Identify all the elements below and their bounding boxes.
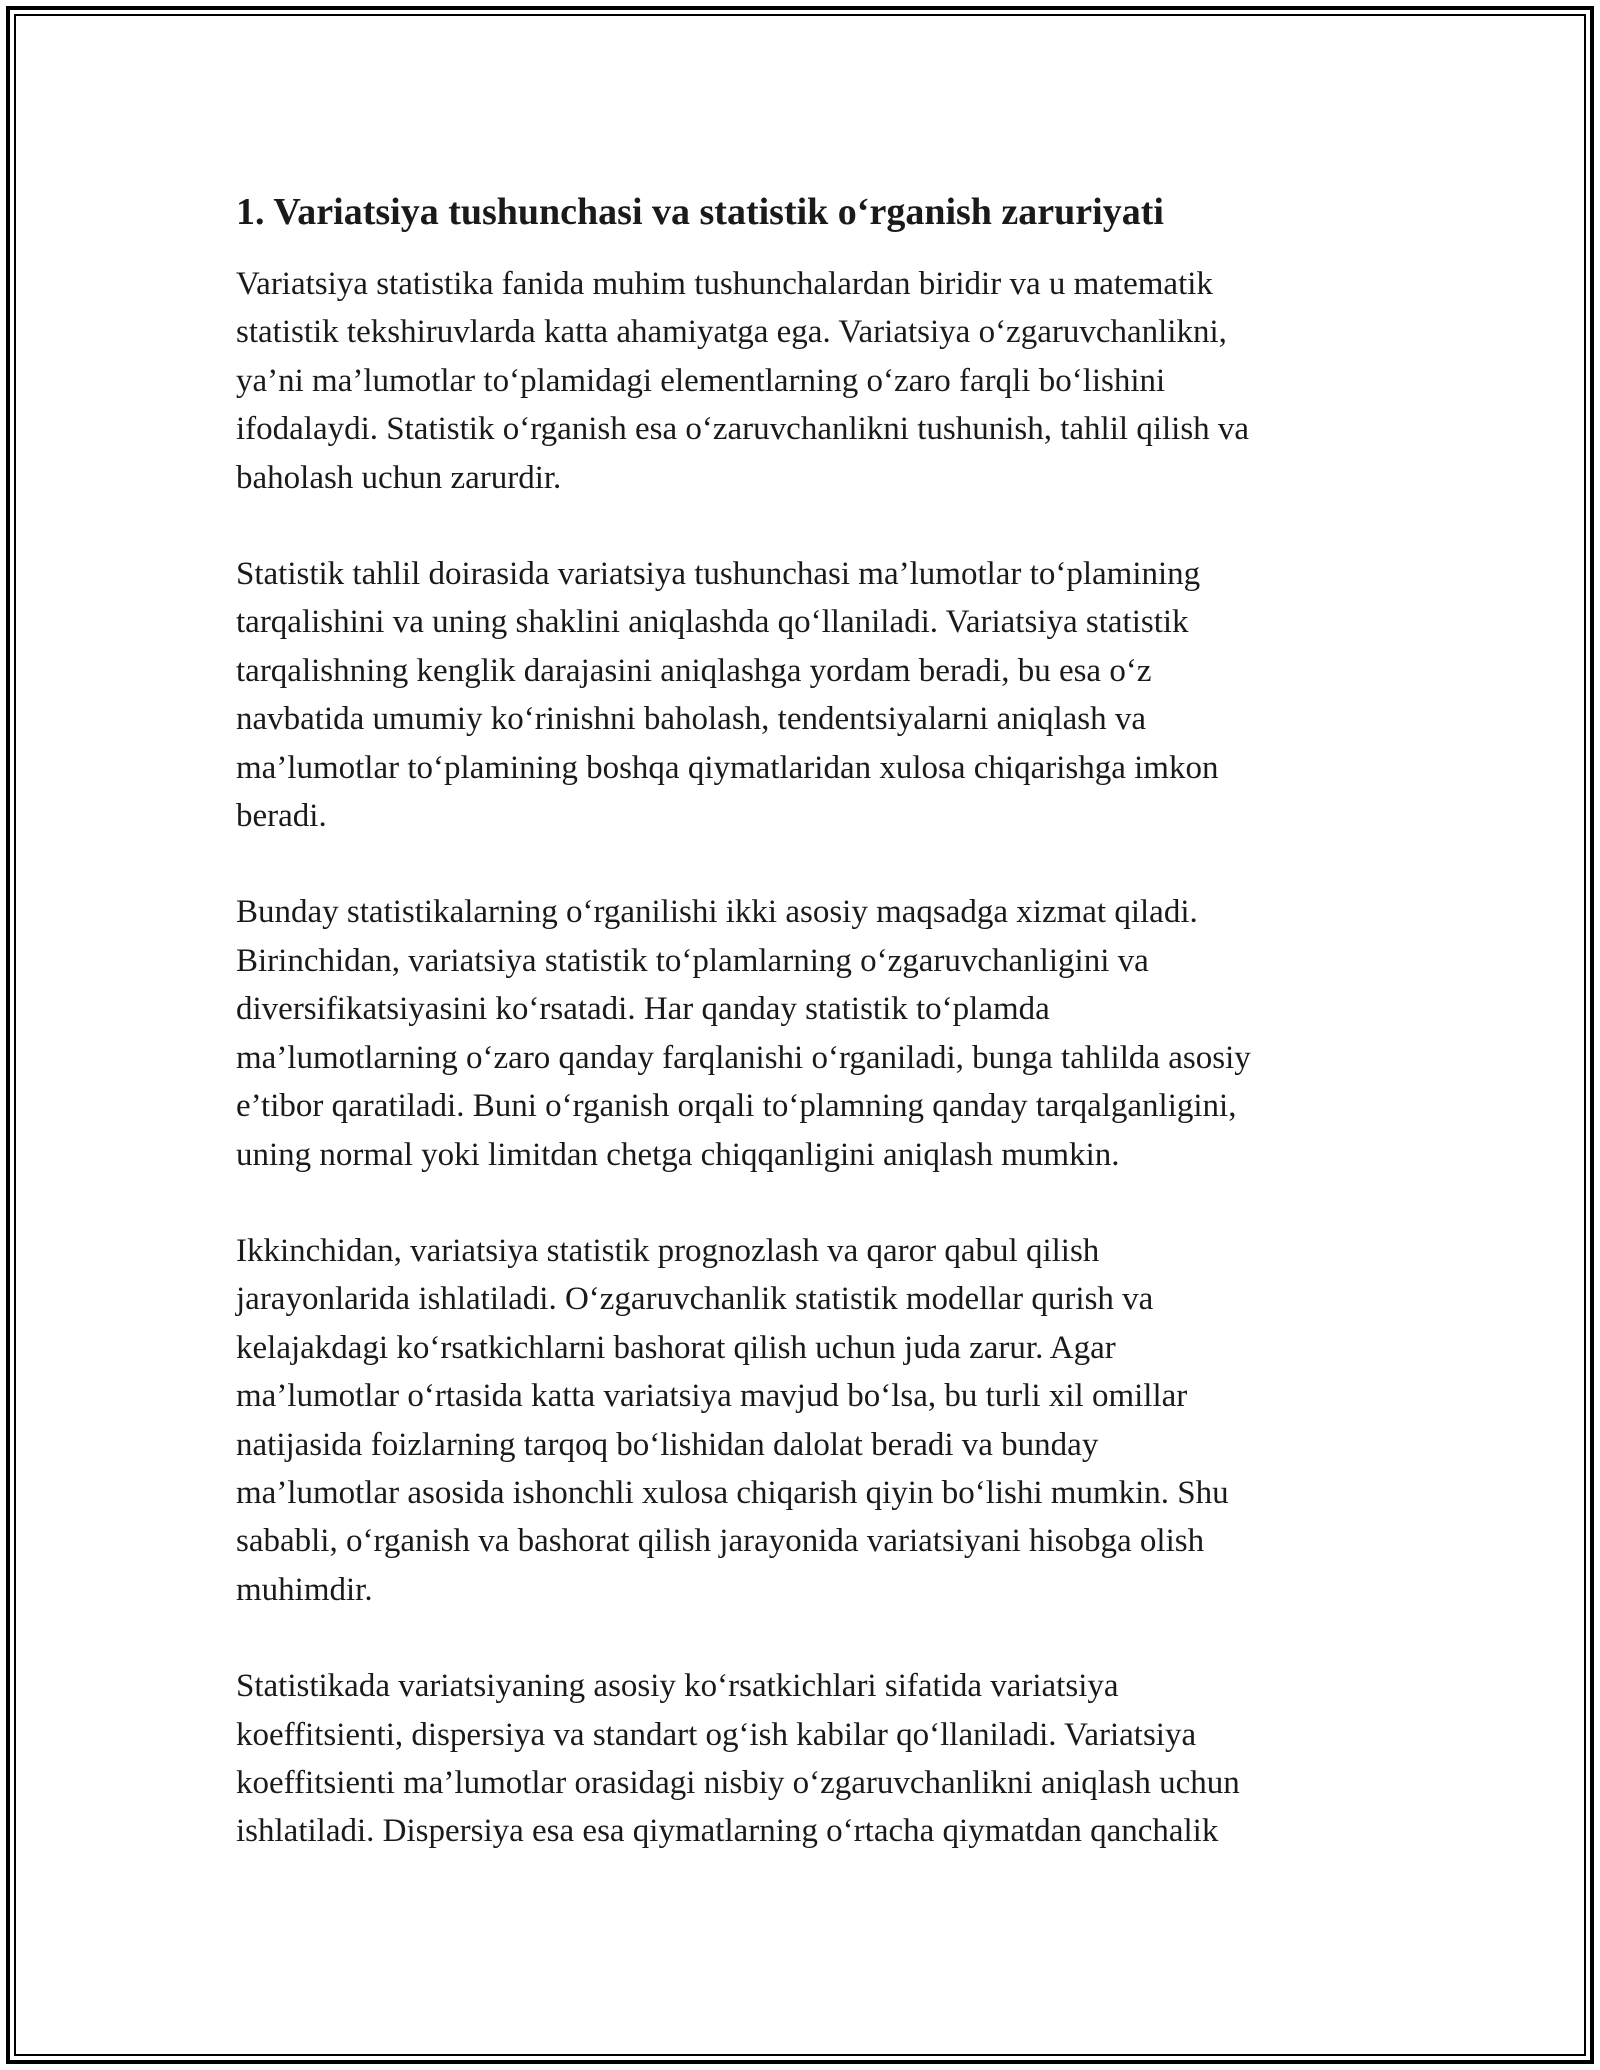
text-line: ya’ni ma’lumotlar to‘plamidagi elementlarning o‘zaro farqli bo‘lishini <box>236 362 1166 399</box>
paragraph-5 <box>236 1662 1386 1856</box>
text-line: statistik tekshiruvlarda katta ahamiyatga ega. Variatsiya o‘zgaruvchanlikni, <box>236 314 1227 351</box>
text-line: ma’lumotlar to‘plamining boshqa qiymatlaridan xulosa chiqarishga imkon <box>236 749 1219 786</box>
text-line: muhimdir. <box>236 1571 373 1608</box>
text-line: e’tibor qaratiladi. Buni o‘rganish orqali to‘plamning qanday tarqalganligini, <box>236 1088 1237 1125</box>
section-heading: 1. Variatsiya tushunchasi va statistik o‘rganish zaruriyati <box>236 191 1164 233</box>
paragraph-2 <box>236 550 1386 840</box>
text-line: ma’lumotlar asosida ishonchli xulosa chiqarish qiyin bo‘lishi mumkin. Shu <box>236 1474 1229 1511</box>
text-line: ifodalaydi. Statistik o‘rganish esa o‘zaruvchanlikni tushunish, tahlil qilish va <box>236 411 1250 448</box>
text-line: koeffitsienti ma’lumotlar orasidagi nisbiy o‘zgaruvchanlikni aniqlash uchun <box>236 1764 1240 1801</box>
text-line: Ikkinchidan, variatsiya statistik prognozlash va qaror qabul qilish <box>236 1232 1100 1269</box>
paragraph-1 <box>236 260 1386 502</box>
text-line: tarqalishini va uning shaklini aniqlashda qo‘llaniladi. Variatsiya statistik <box>236 604 1189 641</box>
text-line: Birinchidan, variatsiya statistik to‘plamlarning o‘zgaruvchanligini va <box>236 942 1149 979</box>
paragraph-3 <box>236 888 1386 1178</box>
text-line: koeffitsienti, dispersiya va standart og‘ish kabilar qo‘llaniladi. Variatsiya <box>236 1716 1197 1753</box>
document-body <box>236 186 1386 1904</box>
text-line: kelajakdagi ko‘rsatkichlarni bashorat qilish uchun juda zarur. Agar <box>236 1329 1116 1366</box>
text-line: ma’lumotlarning o‘zaro qanday farqlanishi o‘rganiladi, bunga tahlilda asosiy <box>236 1039 1251 1076</box>
text-line: Statistikada variatsiyaning asosiy ko‘rsatkichlari sifatida variatsiya <box>236 1668 1119 1705</box>
text-line: uning normal yoki limitdan chetga chiqqanligini aniqlash mumkin. <box>236 1136 1120 1173</box>
text-line: Bunday statistikalarning o‘rganilishi ikki asosiy maqsadga xizmat qiladi. <box>236 894 1198 931</box>
text-line: sababli, o‘rganish va bashorat qilish jarayonida variatsiyani hisobga olish <box>236 1523 1205 1560</box>
text-line: diversifikatsiyasini ko‘rsatadi. Har qanday statistik to‘plamda <box>236 991 1050 1028</box>
text-line: Variatsiya statistika fanida muhim tushunchalardan biridir va u matematik <box>236 266 1213 302</box>
paragraph-4 <box>236 1227 1386 1614</box>
text-line: beradi. <box>236 798 327 835</box>
text-line: tarqalishning kenglik darajasini aniqlashga yordam beradi, bu esa o‘z <box>236 652 1152 689</box>
text-line: ma’lumotlar o‘rtasida katta variatsiya mavjud bo‘lsa, bu turli xil omillar <box>236 1378 1188 1415</box>
text-line: natijasida foizlarning tarqoq bo‘lishidan dalolat beradi va bunday <box>236 1426 1099 1463</box>
text-line: baholash uchun zarurdir. <box>236 459 562 496</box>
text-line: Statistik tahlil doirasida variatsiya tushunchasi ma’lumotlar to‘plamining <box>236 556 1201 593</box>
text-line: navbatida umumiy ko‘rinishni baholash, tendentsiyalarni aniqlash va <box>236 701 1147 738</box>
text-line: ishlatiladi. Dispersiya esa esa qiymatlarning o‘rtacha qiymatdan qanchalik <box>236 1813 1219 1850</box>
text-line: jarayonlarida ishlatiladi. O‘zgaruvchanlik statistik modellar qurish va <box>236 1281 1154 1318</box>
